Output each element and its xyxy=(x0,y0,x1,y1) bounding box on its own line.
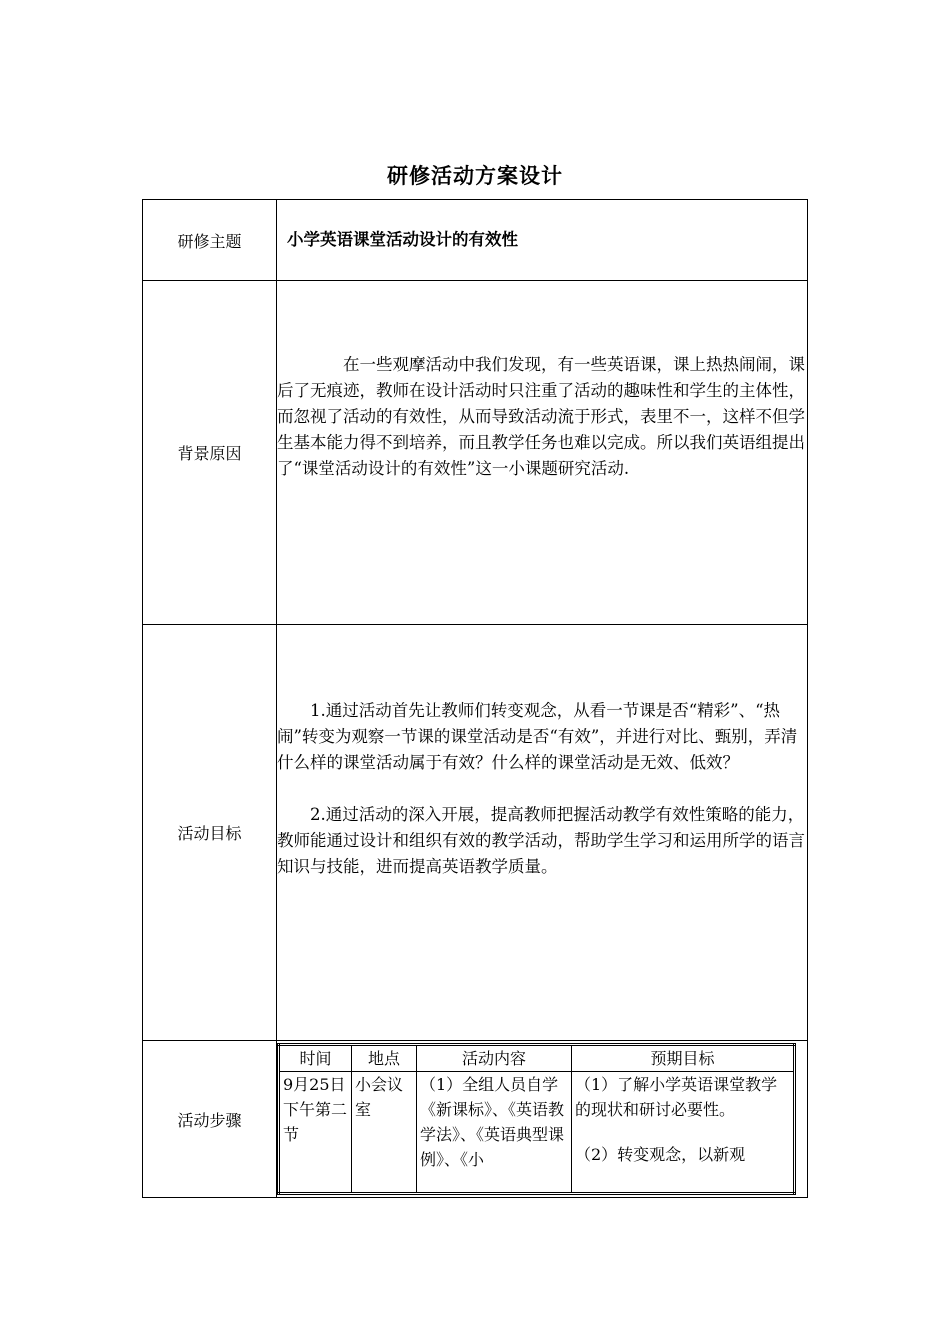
step-place: 小会议室 xyxy=(352,1072,417,1194)
theme-value: 小学英语课堂活动设计的有效性 xyxy=(277,200,808,281)
page-title: 研修活动方案设计 xyxy=(387,163,563,188)
header-time: 时间 xyxy=(279,1045,352,1072)
goals-cell xyxy=(277,625,808,1041)
background-cell xyxy=(277,281,808,625)
theme-label: 研修主题 xyxy=(143,200,277,281)
row-theme xyxy=(143,200,808,281)
header-place: 地点 xyxy=(352,1045,417,1072)
row-goals xyxy=(143,625,808,1041)
step-time: 9月25日下午第二节 xyxy=(279,1072,352,1194)
row-steps xyxy=(143,1041,808,1198)
step-goal-gap xyxy=(575,1122,790,1142)
goal-1-text: 1.通过活动首先让教师们转变观念，从看一节课是否“精彩”、“热闹”转变为观察一节课的课堂活动是否“有效”，并进行对比、甄别，弄清什么样的课堂活动属于有效？什么样的课堂活动是无效、低效？ xyxy=(277,701,798,772)
steps-header-row xyxy=(279,1045,795,1072)
steps-label: 活动步骤 xyxy=(143,1041,277,1198)
goals-label: 活动目标 xyxy=(143,625,277,1041)
steps-cell xyxy=(277,1041,808,1198)
background-text: 在一些观摩活动中我们发现，有一些英语课，课上热热闹闹，课后了无痕迹，教师在设计活动时只注重了活动的趣味性和学生的主体性，而忽视了活动的有效性，从而导致活动流于形式，表里不一，这样不但学生基本能力得不到培养，而且教学任务也难以完成。所以我们英语组提出了“课堂活动设计的有效性”这一小课题研究活动. xyxy=(277,355,805,478)
steps-table xyxy=(277,1043,796,1195)
header-goal: 预期目标 xyxy=(572,1045,795,1072)
table-row xyxy=(279,1072,795,1194)
goal-2-text: 2.通过活动的深入开展，提高教师把握活动教学有效性策略的能力，教师能通过设计和组织有效的教学活动，帮助学生学习和运用所学的语言知识与技能，进而提高英语教学质量。 xyxy=(277,805,805,876)
row-background xyxy=(143,281,808,625)
goal-gap xyxy=(277,776,807,802)
step-goal-2: （2）转变观念，以新观 xyxy=(575,1145,746,1164)
step-content: （1）全组人员自学《新课标》、《英语教学法》、《英语典型课例》、《小 xyxy=(417,1072,572,1194)
step-goal-1: （1）了解小学英语课堂教学的现状和研讨必要性。 xyxy=(575,1075,778,1119)
plan-table xyxy=(142,199,808,1198)
step-goal xyxy=(572,1072,795,1194)
background-label: 背景原因 xyxy=(143,281,277,625)
header-content: 活动内容 xyxy=(417,1045,572,1072)
